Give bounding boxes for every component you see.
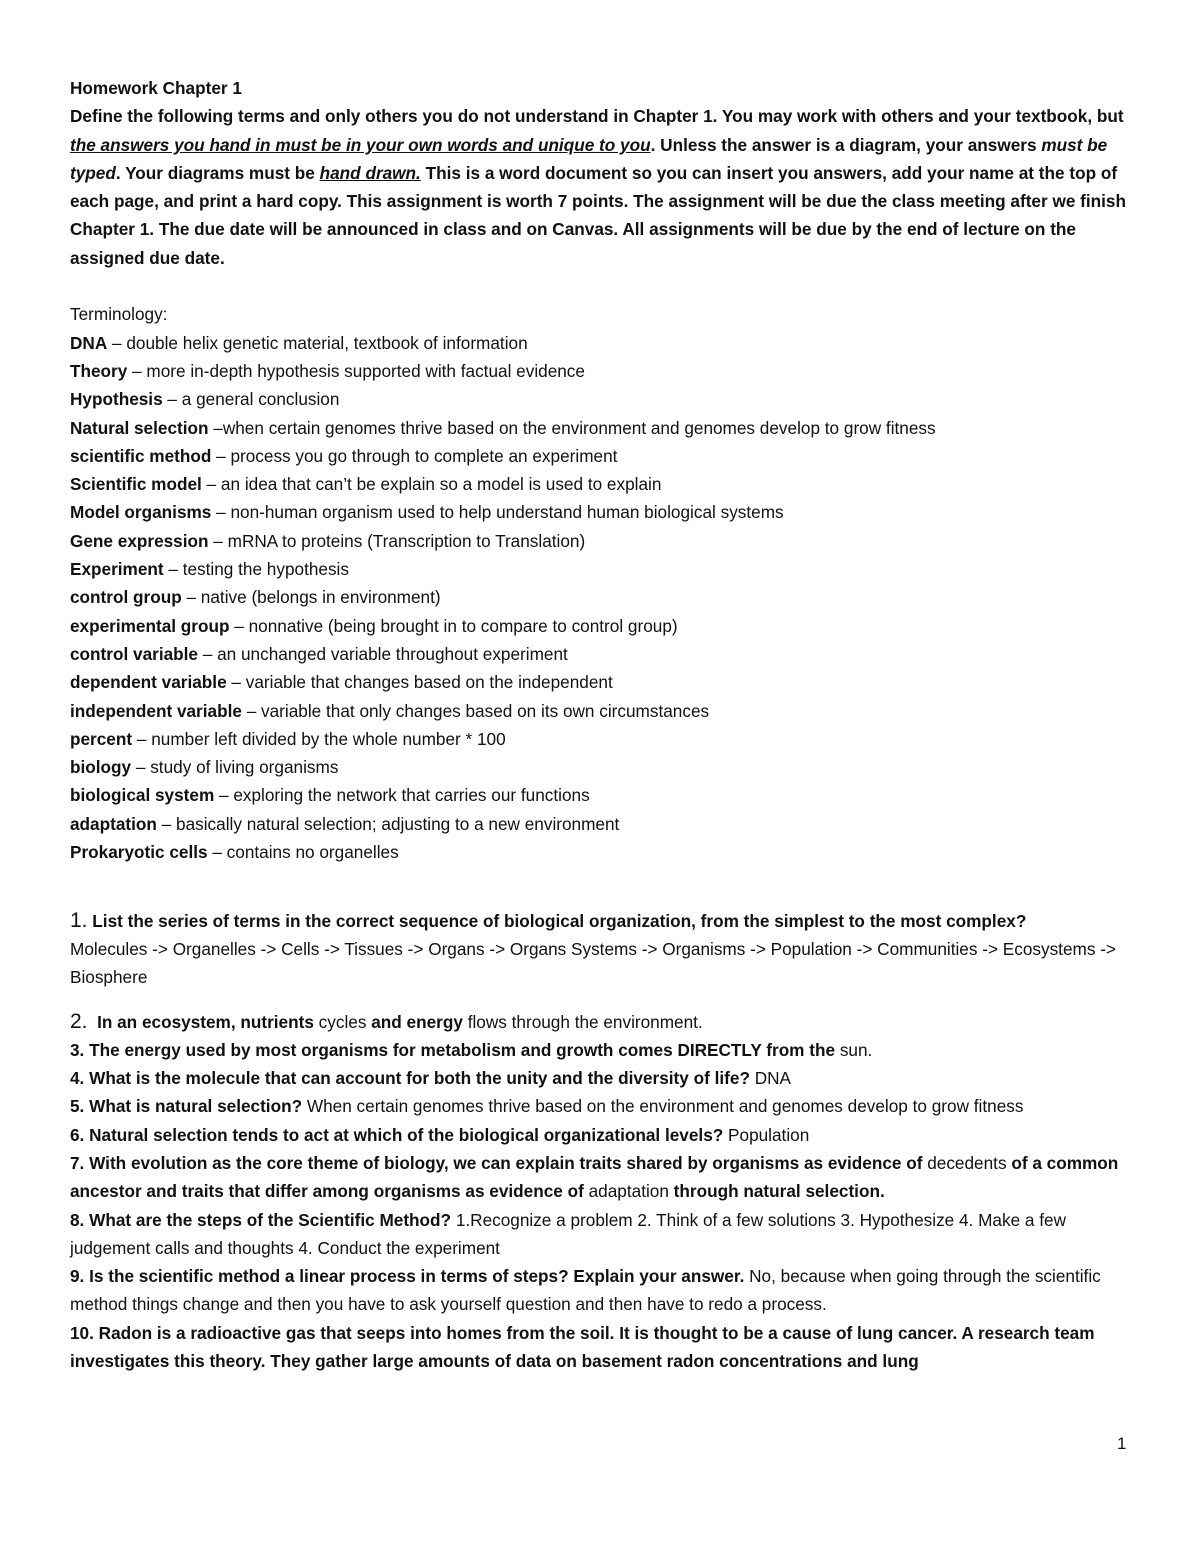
question-2-answer-2: flows	[467, 1011, 507, 1032]
question-7-text-2: of a common ancestor and traits that differ among organisms as evidence of	[70, 1152, 1119, 1202]
question-3-answer-2: sun	[839, 1039, 868, 1060]
term-entry	[70, 640, 1140, 668]
terminology-heading: Terminology:	[70, 304, 168, 325]
term-definition: – an unchanged variable throughout experiment	[198, 643, 568, 664]
term-entry	[70, 781, 1140, 809]
question-8-answer: 1.Recognize a problem 2. Think of a few solutions 3. Hypothesize 4. Make a few judgement calls and thoughts 4. Conduct the experiment	[70, 1209, 1066, 1258]
question-5-text: 5. What is natural selection?	[70, 1096, 303, 1117]
term-definition: – a general conclusion	[162, 389, 340, 410]
term-definition: –when certain genomes thrive based on the environment and genomes develop to grow fitness	[208, 417, 936, 438]
term-name: percent	[70, 728, 133, 749]
question-1	[70, 907, 1140, 992]
terminology-list	[70, 329, 1140, 867]
term-name: biological system	[70, 785, 215, 806]
question-4-answer: DNA	[749, 1068, 792, 1089]
question-7-text-3: through natural selection.	[668, 1181, 885, 1202]
instructions-text-2: . Unless the answer is a diagram, your answers	[650, 134, 1042, 155]
question-8-text: 8. What are the steps of the Scientific Method?	[70, 1209, 452, 1230]
question-3	[70, 1036, 1140, 1064]
term-definition: – non-human organism used to help understand human biological systems	[211, 502, 784, 523]
term-definition: – mRNA to proteins (Transcription to Translation)	[208, 530, 586, 551]
term-definition: – native (belongs in environment)	[181, 587, 441, 608]
document-page	[70, 74, 1140, 1375]
question-1-text: List the series of terms in the correct sequence of biological organization, from the simplest to the most complex?	[87, 910, 1027, 931]
instructions-emphasis-typed: must be typed	[70, 134, 1108, 183]
term-entry	[70, 810, 1140, 838]
term-definition: – an idea that can’t be explain so a model is used to explain	[201, 474, 662, 495]
term-name: independent variable	[70, 700, 242, 721]
term-definition: – number left divided by the whole number * 100	[132, 728, 506, 749]
term-name: Scientific model	[70, 474, 202, 495]
question-4	[70, 1064, 1140, 1092]
term-name: adaptation	[70, 813, 157, 834]
question-2	[70, 1008, 1140, 1036]
instructions-text-3: . Your diagrams must be	[115, 162, 320, 183]
term-name: DNA	[70, 332, 108, 353]
term-definition: – process you go through to complete an experiment	[211, 445, 618, 466]
term-entry	[70, 753, 1140, 781]
term-entry	[70, 498, 1140, 526]
term-entry	[70, 414, 1140, 442]
term-entry	[70, 385, 1140, 413]
term-name: Hypothesis	[70, 389, 163, 410]
document-title: Homework Chapter 1	[70, 78, 242, 98]
term-entry	[70, 838, 1140, 866]
question-10-text: 10. Radon is a radioactive gas that seeps into homes from the soil. It is thought to be a cause of lung cancer. A research team investigates this theory. They gather large amounts of data on basement radon concentrations and lung	[70, 1322, 1095, 1372]
instructions-text-1: Define the following terms and only others you do not understand in Chapter 1. You may work with others and your textbook, but	[70, 106, 1124, 127]
question-5-answer: When certain genomes thrive based on the environment and genomes develop to grow fitness	[302, 1096, 1024, 1117]
term-entry	[70, 442, 1140, 470]
term-entry	[70, 612, 1140, 640]
term-definition: – variable that only changes based on its own circumstances	[241, 700, 710, 721]
term-definition: – basically natural selection; adjusting to a new environment	[156, 813, 620, 834]
term-name: scientific method	[70, 445, 212, 466]
page-number: 1	[1117, 1434, 1127, 1453]
question-9-answer: No, because when going through the scientific method things change and then you have to ask yourself question and then have to redo a process.	[70, 1266, 1101, 1315]
question-3-text-2: from the	[761, 1039, 840, 1060]
term-name: Natural selection	[70, 417, 209, 438]
question-2-text-1: In an ecosystem, nutrients	[97, 1011, 319, 1032]
term-entry	[70, 668, 1140, 696]
question-1-answer: Molecules -> Organelles -> Cells -> Tissues -> Organs -> Organs Systems -> Organisms -> Population -> Communities -> Ecosystems -> Biosphere	[70, 938, 1116, 988]
question-7-answer-1: decedents	[927, 1152, 1007, 1173]
term-entry	[70, 357, 1140, 385]
question-6-answer: Population	[723, 1124, 810, 1145]
question-2-text-2: and energy	[366, 1011, 468, 1032]
question-8	[70, 1206, 1140, 1263]
term-name: Theory	[70, 360, 128, 381]
question-9-text: 9. Is the scientific method a linear process in terms of steps? Explain your answer.	[70, 1266, 745, 1287]
question-2-answer-1: cycles	[318, 1011, 367, 1032]
term-entry	[70, 697, 1140, 725]
question-3-text-1: 3. The energy used by most organisms for metabolism and growth comes	[70, 1039, 678, 1060]
instructions-text-4: This is a word document so you can insert you answers, add your name at the top of each page, and print a hard copy. This assignment is worth 7 points. The assignment will be due the class meeting after we finish Chapter 1. The due date will be announced in class and on Canvas. All assignments will be due by the end of lecture on the assigned due date.	[70, 162, 1126, 268]
instructions-paragraph	[70, 102, 1140, 272]
instructions-emphasis-hand-drawn: hand drawn.	[319, 162, 421, 183]
question-5	[70, 1092, 1140, 1120]
question-10	[70, 1319, 1140, 1376]
question-3-answer-1: DIRECTLY	[677, 1039, 762, 1060]
question-2-number: 2.	[70, 1009, 88, 1033]
question-6-text: 6. Natural selection tends to act at which of the biological organizational levels?	[70, 1124, 724, 1145]
term-name: control variable	[70, 643, 198, 664]
question-1-number: 1.	[70, 908, 88, 932]
question-2-text-3: through the environment.	[506, 1011, 703, 1032]
term-name: Model organisms	[70, 502, 212, 523]
term-name: biology	[70, 757, 132, 778]
term-definition: – more in-depth hypothesis supported with factual evidence	[127, 360, 585, 381]
term-entry	[70, 583, 1140, 611]
term-name: Gene expression	[70, 530, 209, 551]
term-name: dependent variable	[70, 672, 227, 693]
question-3-text-3: .	[867, 1039, 873, 1060]
term-definition: – nonnative (being brought in to compare to control group)	[229, 615, 678, 636]
question-9	[70, 1262, 1140, 1319]
term-entry	[70, 555, 1140, 583]
term-name: experimental group	[70, 615, 230, 636]
question-7-answer-2: adaptation	[588, 1181, 669, 1202]
question-7-text-1: 7. With evolution as the core theme of biology, we can explain traits shared by organisms as evidence of	[70, 1152, 928, 1173]
term-definition: – exploring the network that carries our functions	[214, 785, 590, 806]
term-entry	[70, 527, 1140, 555]
term-definition: – double helix genetic material, textbook of information	[107, 332, 528, 353]
term-name: Prokaryotic cells	[70, 842, 208, 863]
term-entry	[70, 470, 1140, 498]
term-entry	[70, 329, 1140, 357]
instructions-emphasis-own-words: the answers you hand in must be in your own words and unique to you	[70, 134, 651, 155]
term-definition: – variable that changes based on the independent	[226, 672, 613, 693]
term-definition: – testing the hypothesis	[163, 559, 349, 580]
term-definition: – contains no organelles	[207, 842, 399, 863]
question-6	[70, 1121, 1140, 1149]
term-name: control group	[70, 587, 182, 608]
term-definition: – study of living organisms	[131, 757, 339, 778]
question-4-text: 4. What is the molecule that can account for both the unity and the diversity of life?	[70, 1068, 750, 1089]
term-name: Experiment	[70, 559, 164, 580]
term-entry	[70, 725, 1140, 753]
question-7	[70, 1149, 1140, 1206]
